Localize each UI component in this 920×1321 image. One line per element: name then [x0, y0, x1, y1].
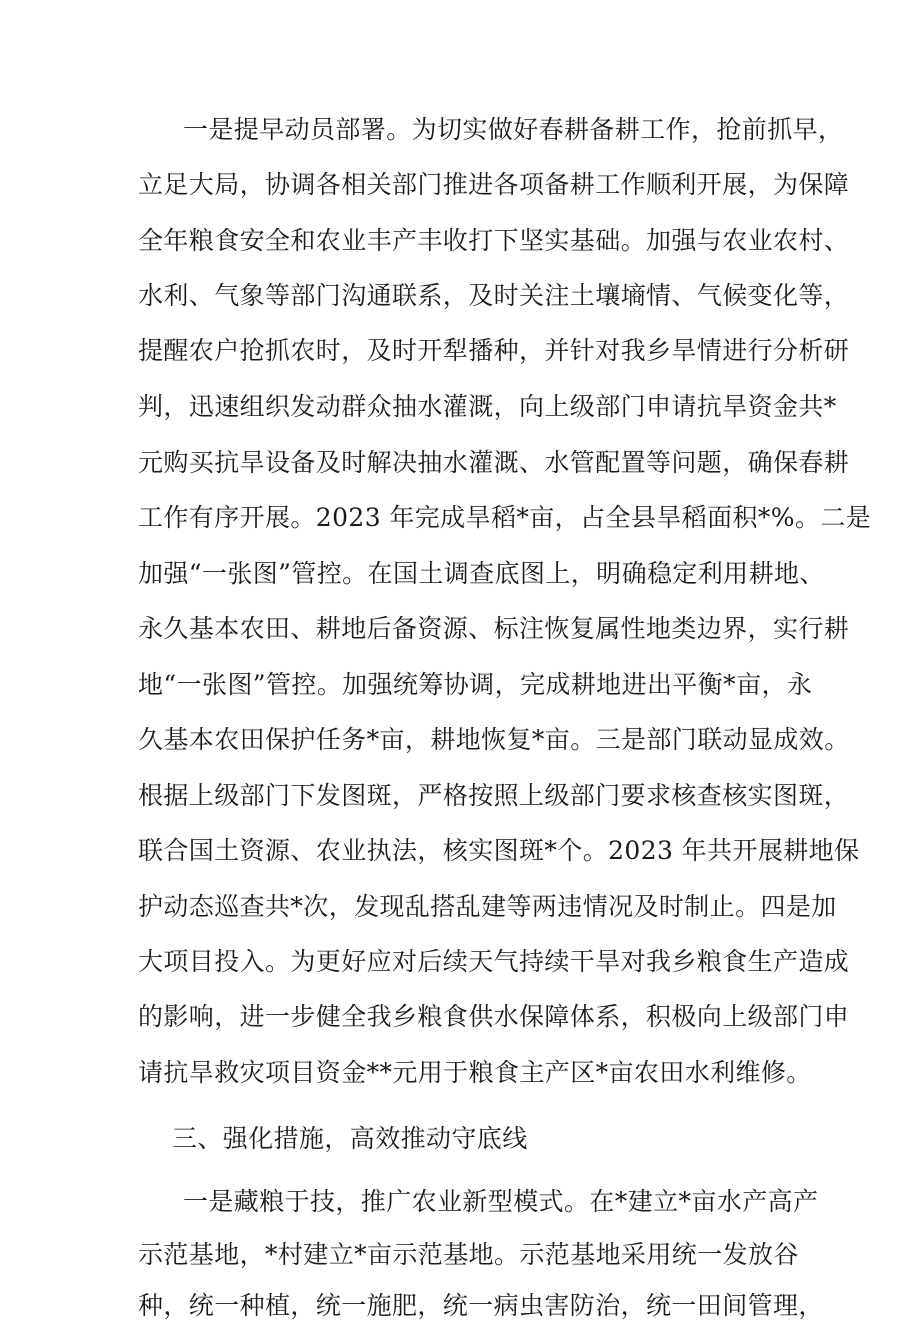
paragraph-1-line-3: 全年粮食安全和农业丰产丰收打下坚实基础。加强与农业农村、	[138, 226, 850, 255]
paragraph-1-line-7: 元购买抗旱设备及时解决抽水灌溉、水管配置等问题，确保春耕	[138, 448, 850, 477]
paragraph-2-line-3: 种，统一种植，统一施肥，统一病虫害防治，统一田间管理，	[138, 1291, 824, 1320]
paragraph-1-line-9: 加强“一张图”管控。在国土调查底图上，明确稳定利用耕地、	[138, 559, 825, 588]
paragraph-2-line-2: 示范基地，*村建立*亩示范基地。示范基地采用统一发放谷	[138, 1240, 799, 1269]
section-heading: 三、强化措施，高效推动守底线	[172, 1124, 528, 1153]
paragraph-1-line-4: 水利、气象等部门沟通联系，及时关注土壤墒情、气候变化等，	[138, 281, 850, 310]
paragraph-1-line-14: 联合国土资源、农业执法，核实图斑*个。2023 年共开展耕地保	[138, 836, 860, 865]
paragraph-1-line-13: 根据上级部门下发图斑，严格按照上级部门要求核查核实图斑，	[138, 781, 850, 810]
paragraph-1-line-5: 提醒农户抢抓农时，及时开犁播种，并针对我乡旱情进行分析研	[138, 336, 850, 365]
paragraph-1-line-12: 久基本农田保护任务*亩，耕地恢复*亩。三是部门联动显成效。	[138, 725, 850, 754]
paragraph-1-line-15: 护动态巡查共*次，发现乱搭乱建等两违情况及时制止。四是加	[138, 892, 837, 921]
paragraph-1-line-6: 判，迅速组织发动群众抽水灌溉，向上级部门申请抗旱资金共*	[138, 392, 837, 421]
paragraph-2-line-1: 一是藏粮于技，推广农业新型模式。在*建立*亩水产高产	[183, 1187, 819, 1216]
paragraph-1-line-10: 永久基本农田、耕地后备资源、标注恢复属性地类边界，实行耕	[138, 614, 850, 643]
paragraph-1-line-17: 的影响，进一步健全我乡粮食供水保障体系，积极向上级部门申	[138, 1002, 850, 1031]
paragraph-1-line-8: 工作有序开展。2023 年完成旱稻*亩，占全县旱稻面积*%。二是	[138, 503, 872, 532]
paragraph-1-line-18: 请抗旱救灾项目资金**元用于粮食主产区*亩农田水利维修。	[138, 1058, 812, 1087]
paragraph-1-line-2: 立足大局，协调各相关部门推进各项备耕工作顺利开展，为保障	[138, 170, 850, 199]
paragraph-1-line-16: 大项目投入。为更好应对后续天气持续干旱对我乡粮食生产造成	[138, 947, 850, 976]
paragraph-1-line-11: 地“一张图”管控。加强统筹协调，完成耕地进出平衡*亩，永	[138, 670, 813, 699]
paragraph-1-line-1: 一是提早动员部署。为切实做好春耕备耕工作，抢前抓早，	[183, 115, 844, 144]
